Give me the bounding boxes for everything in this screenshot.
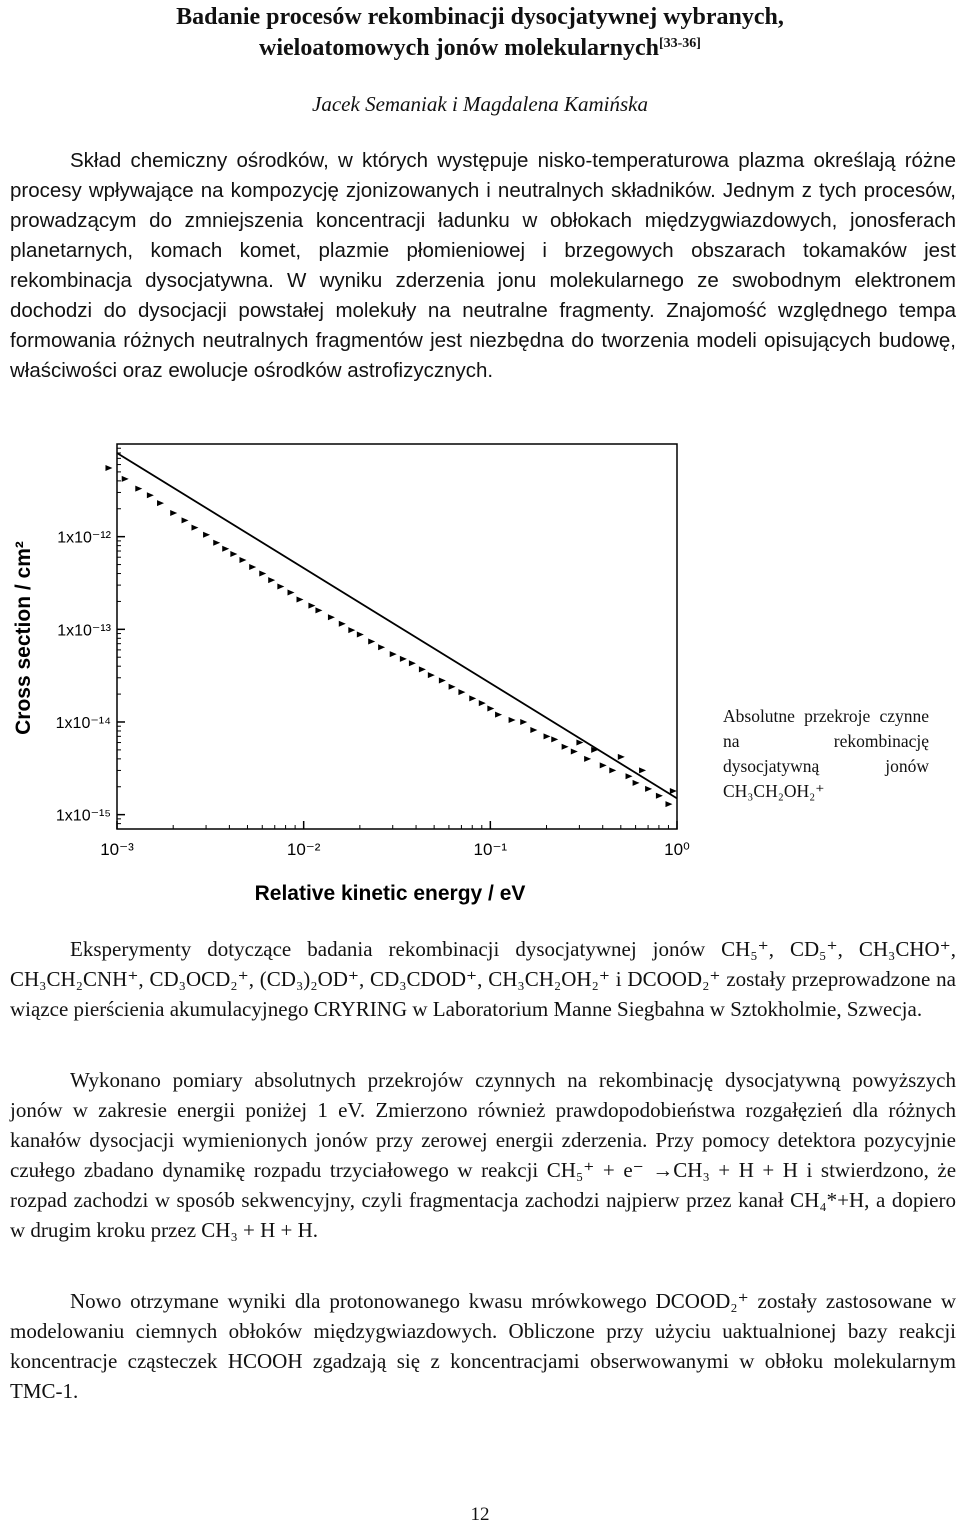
data-point [469,695,476,701]
data-point [449,684,456,690]
data-point [409,660,416,666]
experiments-ions: CH₅⁺, CD₅⁺, CH₃CHO⁺, CH₃CH₂CNH⁺, CD₃OCD₂⁺, (CD₃)₂OD⁺, CD₃CDOD⁺, CH₃CH₂OH₂⁺ i DCOOD₂⁺ [10,937,957,991]
data-point [656,793,663,799]
experiments-paragraph [10,934,956,1024]
figure-caption [723,704,929,804]
y-tick-label: 1x10⁻¹² [57,529,111,547]
measurements-text-3: a dopiero w drugim kroku przez [10,1188,956,1242]
data-point [191,525,198,531]
measurements-paragraph [10,1065,956,1245]
results-paragraph [10,1286,956,1406]
x-tick-label: 10⁰ [664,840,690,859]
y-tick-label: 1x10⁻¹⁵ [55,807,111,825]
data-point [182,517,189,523]
data-point [544,733,551,739]
y-tick-label: 1x10⁻¹³ [57,622,111,640]
title-line-2 [0,33,960,64]
data-point [230,551,237,557]
data-point [428,672,435,678]
data-point [495,712,502,718]
data-point [339,621,346,627]
data-point [609,767,616,773]
data-point [378,644,385,650]
data-point [665,801,672,807]
data-point [487,705,494,711]
data-point [122,476,129,482]
measurements-text-2: i stwierdzono, że rozpad zachodzi w sposób sekwencyjny, czyli fragmentacja zachodzi najpierw przez kanał [10,1158,957,1212]
data-point [439,678,446,684]
plot-frame [117,444,677,829]
data-point [618,754,625,760]
document-title [0,2,960,64]
data-point [584,756,591,762]
data-point [277,583,284,589]
data-point [600,762,607,768]
x-tick-label: 10⁻¹ [473,840,508,859]
data-point [626,773,633,779]
results-text-2: zostały zastosowane w modelowaniu ciemnych obłoków międzygwiazdowych. Obliczone przy użyciu uaktualnionej bazy reakcji koncentracje cząsteczek HCOOH zgadzają się z koncentracjami obserwowanymi w obłoku molekularnym TMC-1. [10,1289,957,1403]
data-point [530,727,537,733]
data-point [368,638,375,644]
data-point [509,717,516,723]
x-tick-label: 10⁻² [286,840,321,859]
data-point [633,780,640,786]
data-point [639,767,646,773]
cross-section-chart [0,438,720,918]
x-tick-label: 10⁻³ [100,840,134,859]
title-reference: [33-36] [658,36,701,51]
results-ion: DCOOD₂⁺ [655,1289,749,1313]
data-point [213,540,220,546]
data-point [222,546,229,552]
data-point [297,596,304,602]
reaction-equation: CH₅⁺ + e⁻ →CH₃ + H + H [546,1158,798,1182]
channel-1: CH₄*+H, [790,1188,870,1212]
data-point [147,492,154,498]
data-point [287,589,294,595]
data-point [105,465,112,471]
data-point [135,486,142,492]
data-point [203,532,210,538]
caption-text: Absolutne przekroje czynne na rekombinację dysocjatywną jonów [723,706,929,776]
page-number: 12 [470,1504,490,1525]
y-tick-label: 1x10⁻¹⁴ [55,714,111,732]
data-point [328,614,335,620]
data-point [308,603,315,609]
channel-2: CH₃ + H + H. [201,1218,319,1242]
data-point [348,627,355,633]
measurements-text-1: Wykonano pomiary absolutnych przekrojów czynnych na rekombinację dysocjatywną powyższych jonów w zakresie energii poniżej 1 eV. Zmierzono również prawdopodobieństwa rozgałęzień dla różnych kanałów dysocjacji wymienionych jonów przy zerowej energii zderzenia. Przy pomocy detektora pozycyjnie czułego zbadano dynamikę rozpadu trzyciałowego w reakcji [10,1068,956,1182]
data-point [268,577,275,583]
data-point [551,736,558,742]
fit-line [117,453,677,798]
data-point [419,666,426,672]
intro-paragraph: Skład chemiczny ośrodków, w których występuje nisko-temperaturowa plazma określają różne procesy wpływające na kompozycję zjonizowanych i neutralnych składników. Jednym z tych procesów, prowadzącym do zmniejszenia koncentracji ładunku w obłokach międzygwiazdowych, jonosferach planetarnych, komach komet, plazmie płomieniowej i brzegowych obszarach tokamaków jest rekombinacja dysocjatywna. W wyniku zderzenia jonu molekularnego ze swobodnym elektronem dochodzi do dysocjacji powstałej molekuły na neutralne fragmenty. Znajomość względnego tempa formowania różnych neutralnych fragmentów jest niezbędna do tworzenia modeli opisujących budowę, właściwości oraz ewolucje ośrodków astrofizycznych. [10,149,956,382]
experiments-rest: zostały przeprowadzone na wiązce pierścienia akumulacyjnego CRYRING w Laboratorium Manne Siegbahna w Sztokholmie, Szwecja. [10,967,957,1021]
data-point [400,656,407,662]
data-point [249,564,256,570]
data-point [458,689,465,695]
authors: Jacek Semaniak i Magdalena Kamińska [312,92,648,116]
data-point [571,749,578,755]
data-point [520,719,527,725]
data-point [315,607,322,613]
data-point [562,744,569,750]
data-point [259,571,266,577]
data-point [157,500,164,506]
data-point [645,786,652,792]
results-text-1: Nowo otrzymane wyniki dla protonowanego kwasu mrówkowego [70,1289,647,1313]
data-point [479,700,486,706]
data-point [357,631,364,637]
y-axis-label: Cross section / cm² [12,541,35,735]
data-point [170,510,177,516]
title-line-2-text: wieloatomowych jonów molekularnych [259,35,659,61]
caption-ion: CH₃CH₂OH₂⁺ [723,781,825,801]
title-line-1: Badanie procesów rekombinacji dysocjatywnej wybranych, [176,4,784,30]
data-point [239,557,246,563]
data-point [670,788,677,794]
x-axis-label: Relative kinetic energy / eV [254,882,526,905]
experiments-lead: Eksperymenty dotyczące badania rekombinacji dysocjatywnej jonów [70,937,706,961]
data-point [390,651,397,657]
